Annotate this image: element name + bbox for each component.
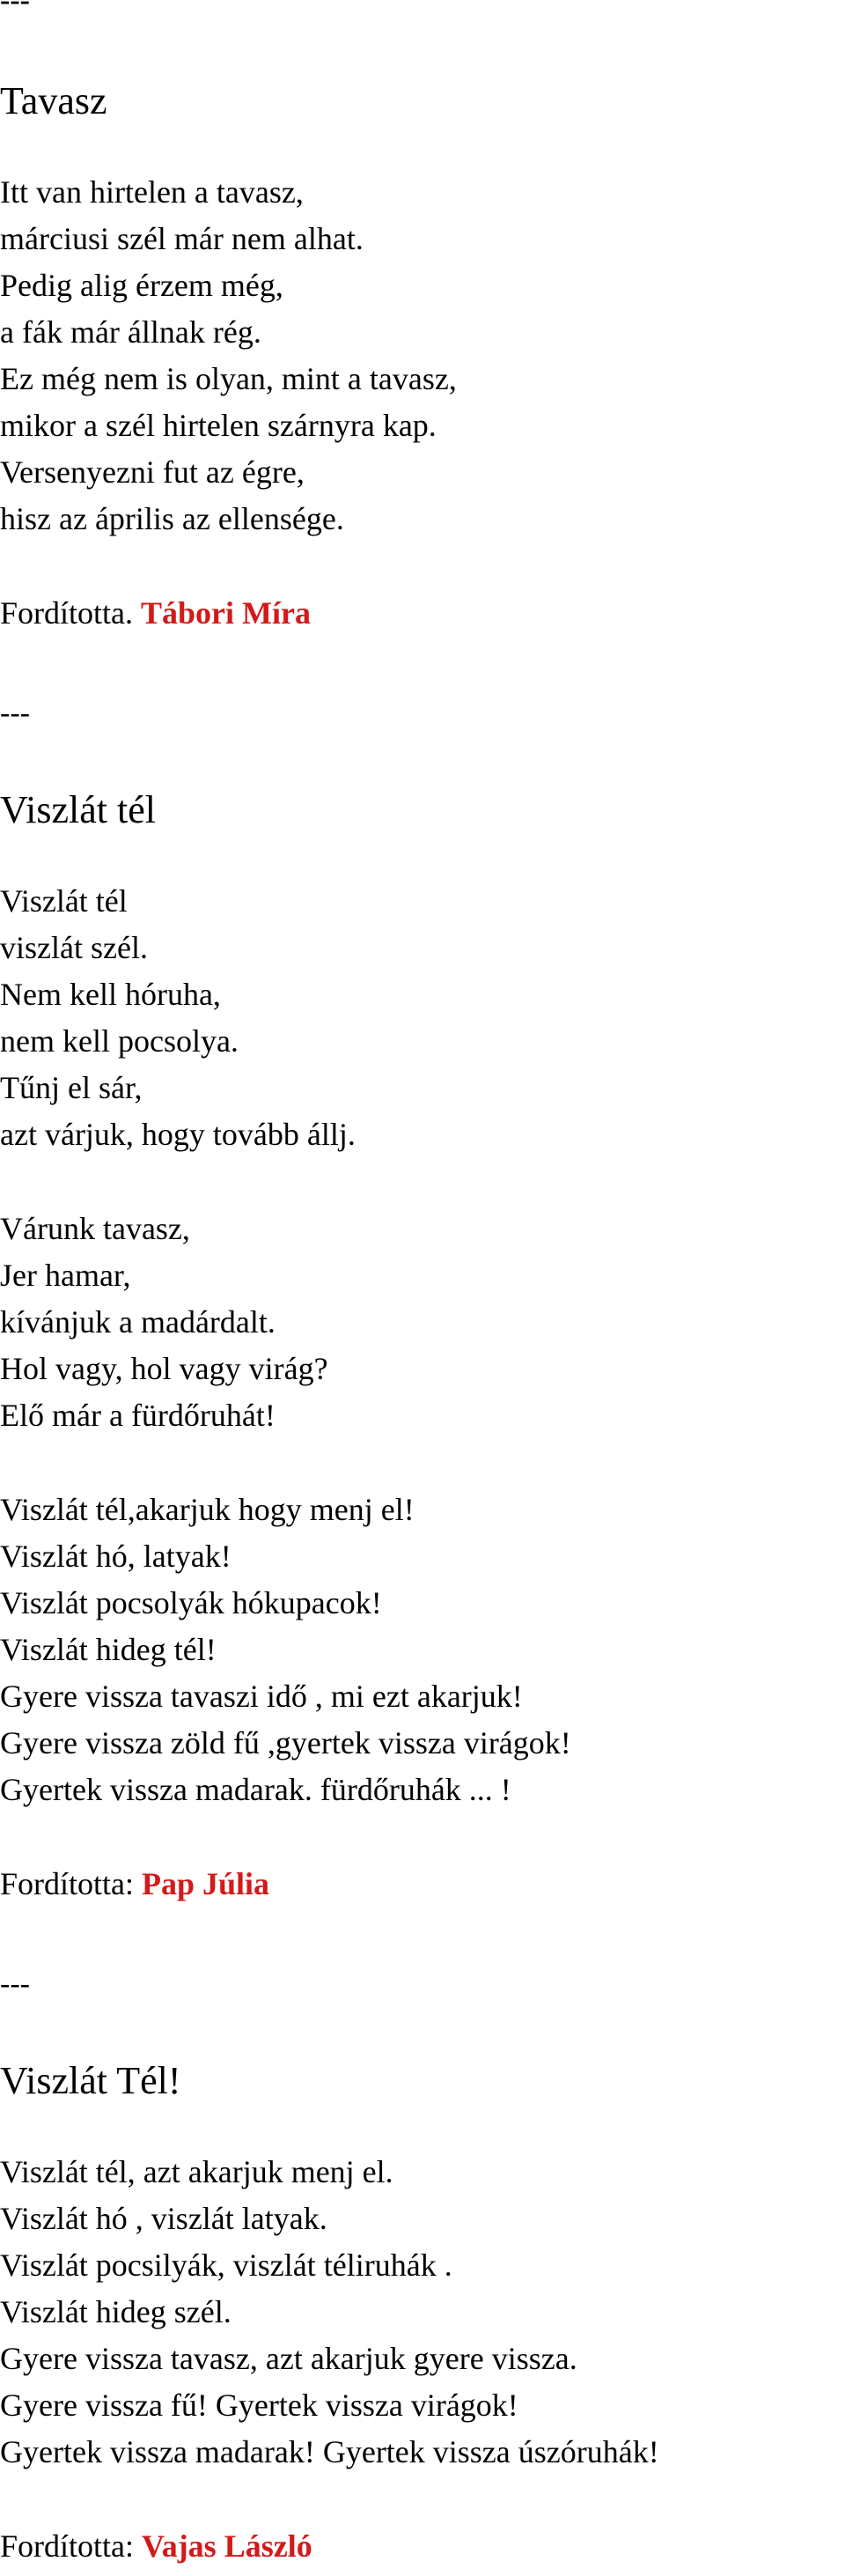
poem-line: Viszlát hideg tél!	[0, 1632, 217, 1667]
poem-line: Elő már a fürdőruhát!	[0, 1398, 276, 1433]
poem-line: Viszlát tél,akarjuk hogy menj el!	[0, 1492, 415, 1527]
poem-line: Gyertek vissza madarak! Gyertek vissza úszóruhák!	[0, 2434, 659, 2469]
poem-line: a fák már állnak rég.	[0, 314, 261, 350]
credit-label: Fordította:	[0, 1866, 134, 1901]
poem-line: Hol vagy, hol vagy virág?	[0, 1351, 328, 1386]
poem-line: Nem kell hóruha,	[0, 977, 221, 1012]
poem-line: Versenyezni fut az égre,	[0, 454, 305, 490]
translator-name: Pap Júlia	[142, 1866, 270, 1901]
poem-line: mikor a szél hirtelen szárnyra kap.	[0, 408, 437, 443]
poem-line: Gyertek vissza madarak. fürdőruhák ... !	[0, 1772, 511, 1807]
separator: ---	[0, 1967, 30, 2000]
poem-line: Itt van hirtelen a tavasz,	[0, 174, 304, 210]
poem-line: azt várjuk, hogy tovább állj.	[0, 1117, 356, 1152]
poem-line: nem kell pocsolya.	[0, 1023, 239, 1059]
poem-line: hisz az április az ellensége.	[0, 501, 344, 536]
translator-credit	[0, 1868, 269, 1900]
poem-line: Viszlát pocsolyák hókupacok!	[0, 1585, 382, 1620]
poem-line: Gyere vissza tavasz, azt akarjuk gyere vissza.	[0, 2341, 577, 2376]
translator-credit	[0, 597, 311, 629]
credit-label: Fordította:	[0, 2528, 134, 2564]
poem-line: Viszlát pocsilyák, viszlát téliruhák .	[0, 2248, 452, 2283]
poem-line: Viszlát tél	[0, 883, 128, 919]
separator: ---	[0, 697, 30, 729]
translator-name: Vajas László	[142, 2528, 312, 2564]
translator-credit	[0, 2530, 312, 2562]
poem-title: Viszlát tél	[0, 788, 156, 831]
poem-line: viszlát szél.	[0, 930, 148, 965]
poem-line: Viszlát hideg szél.	[0, 2294, 231, 2329]
poem-line: Gyere vissza fű! Gyertek vissza virágok!	[0, 2388, 518, 2423]
poem-line: Tűnj el sár,	[0, 1070, 143, 1105]
poem-line: márciusi szél már nem alhat.	[0, 221, 364, 256]
credit-label: Fordította.	[0, 595, 133, 631]
poem-title: Tavasz	[0, 79, 107, 122]
poem-line: Viszlát hó, latyak!	[0, 1539, 231, 1574]
poem-line: Ez még nem is olyan, mint a tavasz,	[0, 361, 457, 396]
translator-name: Tábori Míra	[141, 595, 311, 631]
poem-line: Viszlát hó , viszlát latyak.	[0, 2201, 327, 2236]
poem-line: Pedig alig érzem még,	[0, 268, 283, 303]
poem-line: Gyere vissza tavaszi idő , mi ezt akarjuk!	[0, 1679, 523, 1714]
poem-title: Viszlát Tél!	[0, 2059, 181, 2102]
poem-line: Jer hamar,	[0, 1258, 131, 1293]
poem-line: Várunk tavasz,	[0, 1211, 190, 1246]
poem-line: Gyere vissza zöld fű ,gyertek vissza virágok!	[0, 1725, 571, 1760]
separator-top: ---	[0, 0, 30, 17]
poem-line: kívánjuk a madárdalt.	[0, 1304, 276, 1340]
poem-line: Viszlát tél, azt akarjuk menj el.	[0, 2154, 393, 2189]
